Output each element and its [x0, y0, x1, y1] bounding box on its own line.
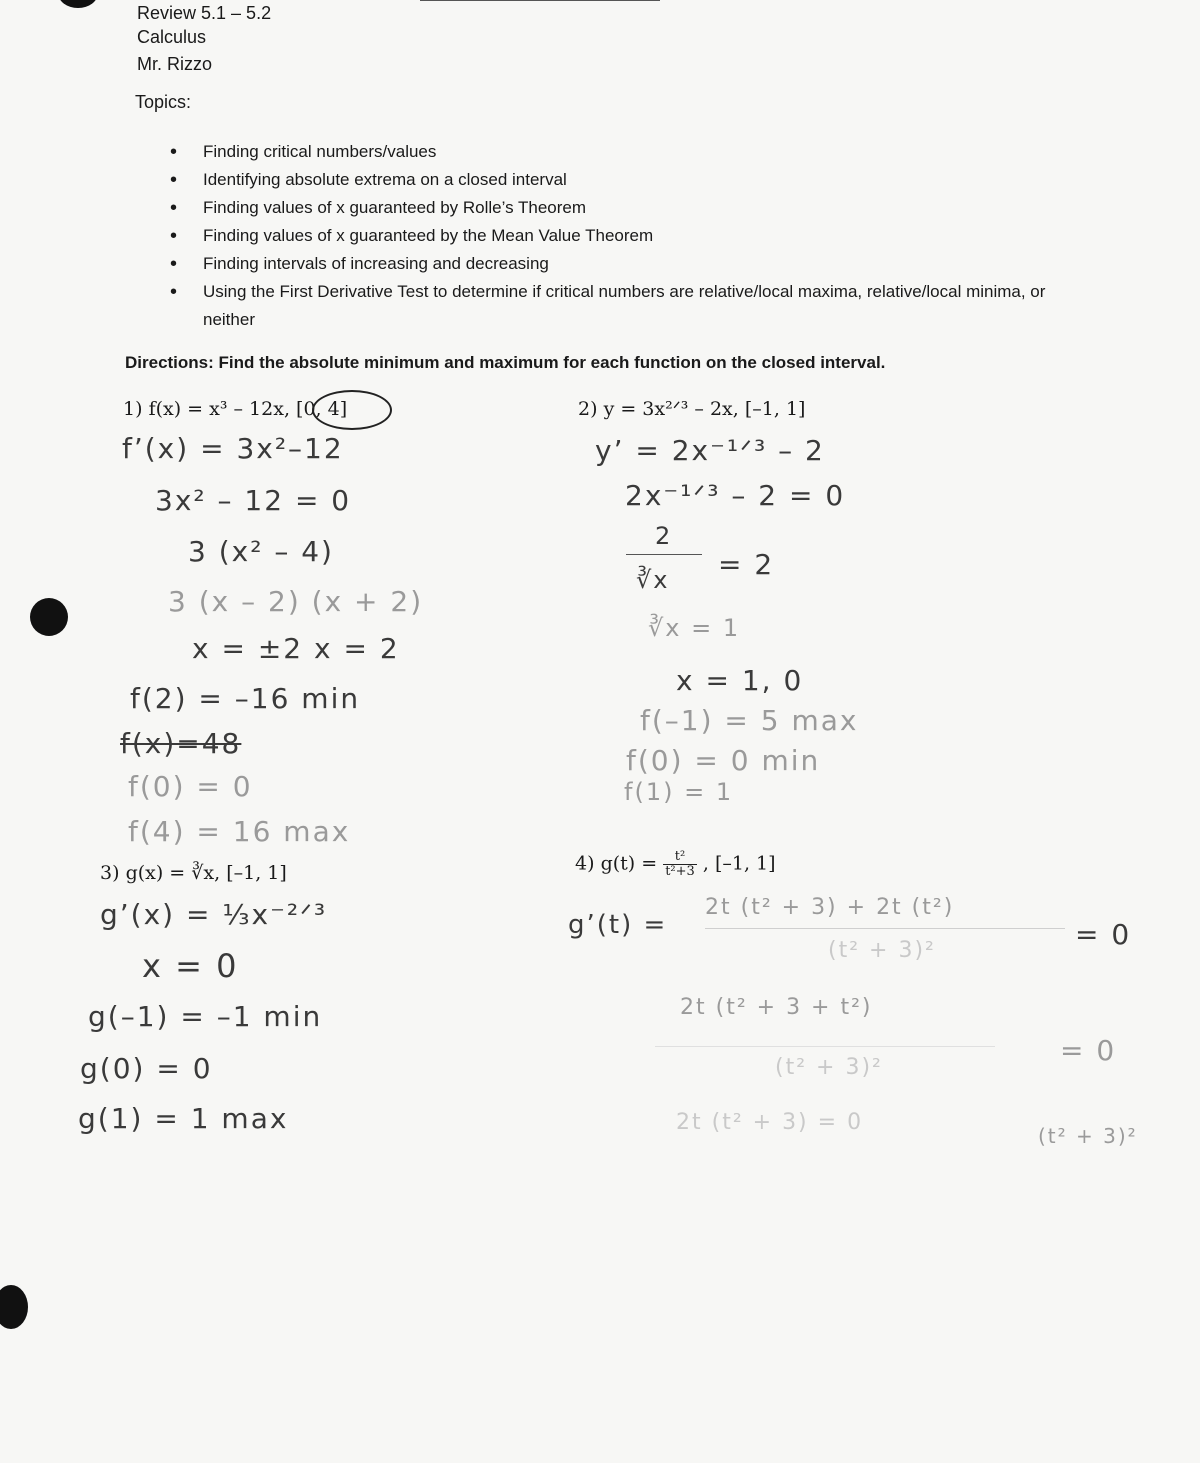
- binder-hole-bottom: [0, 1285, 28, 1329]
- problem-3-function: g(x) = ∛x,: [125, 862, 221, 884]
- top-rule-line: [420, 0, 660, 1]
- p4-fraction-bar-1: [705, 928, 1065, 929]
- p3-work-line: g(0) = 0: [80, 1052, 213, 1085]
- problem-3: [100, 862, 287, 884]
- p4-work-line: (t² + 3)²: [828, 938, 936, 963]
- header-teacher: Mr. Rizzo: [137, 54, 213, 74]
- p3-work-line: x = 0: [142, 947, 239, 985]
- problem-4-number: 4): [575, 852, 595, 875]
- p4-fraction-bar-2: [655, 1046, 995, 1047]
- topic-item: • Using the First Derivative Test to determine if critical numbers are relative/local maxima, relative/local minima, or neither: [170, 278, 1090, 334]
- p2-work-line: x = 1, 0: [676, 664, 804, 697]
- p4-work-line: 2t (t² + 3 + t²): [680, 995, 873, 1020]
- topics-list: [170, 138, 1090, 334]
- binder-hole-top: [58, 0, 98, 8]
- p1-work-line: x = ±2 x = 2: [192, 632, 400, 665]
- topics-label: Topics:: [135, 92, 192, 112]
- problem-1-interval: [0, 4]: [296, 398, 348, 420]
- p4-work-line: 2t (t² + 3) + 2t (t²): [705, 895, 955, 920]
- problem-1-number: 1): [123, 398, 143, 420]
- problem-2-number: 2): [578, 398, 598, 420]
- p3-work-line: g(1) = 1 max: [78, 1102, 289, 1135]
- p2-work-line: 2: [655, 522, 673, 550]
- p4-work-line: = 0: [1075, 918, 1132, 951]
- p4-work-line: (t² + 3)²: [775, 1055, 883, 1080]
- p2-work-line: 2x⁻¹ᐟ³ – 2 = 0: [625, 479, 846, 512]
- p1-work-line: 3 (x – 2) (x + 2): [168, 585, 424, 618]
- p4-work-line: (t² + 3)²: [1038, 1124, 1138, 1148]
- problem-2-function: y = 3x²ᐟ³ – 2x,: [603, 398, 739, 420]
- problem-4-function: g(t) =: [600, 852, 658, 875]
- interval-circle-mark: [312, 390, 392, 430]
- problem-4: [575, 850, 776, 879]
- p1-work-line-scribbled: f(x)=48: [120, 727, 242, 760]
- problem-4-interval: , [–1, 1]: [702, 852, 776, 875]
- header-course: Calculus: [137, 27, 207, 47]
- p4-work-line: g’(t) =: [568, 910, 668, 940]
- problem-4-numerator: t²: [663, 850, 697, 865]
- p2-work-line: ∛x: [636, 566, 670, 594]
- problem-1-function: f(x) = x³ – 12x,: [148, 398, 290, 420]
- p2-fraction-bar: [626, 554, 702, 555]
- p2-work-line: f(–1) = 5 max: [640, 704, 859, 737]
- p4-work-line: = 0: [1060, 1034, 1117, 1067]
- topic-item: • Finding intervals of increasing and decreasing: [170, 250, 1090, 278]
- problem-3-number: 3): [100, 862, 120, 884]
- p2-work-line: f(1) = 1: [624, 778, 734, 806]
- topic-item: • Finding values of x guaranteed by Rolle’s Theorem: [170, 194, 1090, 222]
- p3-work-line: g’(x) = ⅓x⁻²ᐟ³: [100, 898, 328, 931]
- p1-work-line: 3 (x² – 4): [188, 535, 334, 568]
- p2-work-line: y’ = 2x⁻¹ᐟ³ – 2: [595, 434, 825, 467]
- header-review: Review 5.1 – 5.2: [137, 3, 272, 23]
- problem-2: [578, 398, 805, 420]
- topic-item: • Identifying absolute extrema on a closed interval: [170, 166, 1090, 194]
- p2-work-line: f(0) = 0 min: [626, 744, 821, 777]
- topic-item: • Finding critical numbers/values: [170, 138, 1090, 166]
- p2-work-line: = 2: [718, 548, 775, 581]
- p2-work-line: ∛x = 1: [648, 614, 741, 642]
- p1-work-line: f(0) = 0: [128, 770, 253, 803]
- problem-4-denominator: t²+3: [665, 864, 695, 879]
- topic-item: • Finding values of x guaranteed by the Mean Value Theorem: [170, 222, 1090, 250]
- p1-work-line: f’(x) = 3x²–12: [122, 432, 344, 465]
- p1-work-line: f(2) = –16 min: [130, 682, 361, 715]
- binder-hole-middle: [30, 598, 68, 636]
- p1-work-line: 3x² – 12 = 0: [155, 484, 352, 517]
- problem-3-interval: [–1, 1]: [226, 862, 287, 884]
- problem-2-interval: [–1, 1]: [744, 398, 806, 420]
- problem-4-fraction: [663, 850, 697, 879]
- p4-work-line: 2t (t² + 3) = 0: [676, 1110, 864, 1135]
- directions-text: Directions: Find the absolute minimum and maximum for each function on the closed interval.: [125, 353, 886, 372]
- p3-work-line: g(–1) = –1 min: [88, 1000, 323, 1033]
- p1-work-line: f(4) = 16 max: [128, 815, 351, 848]
